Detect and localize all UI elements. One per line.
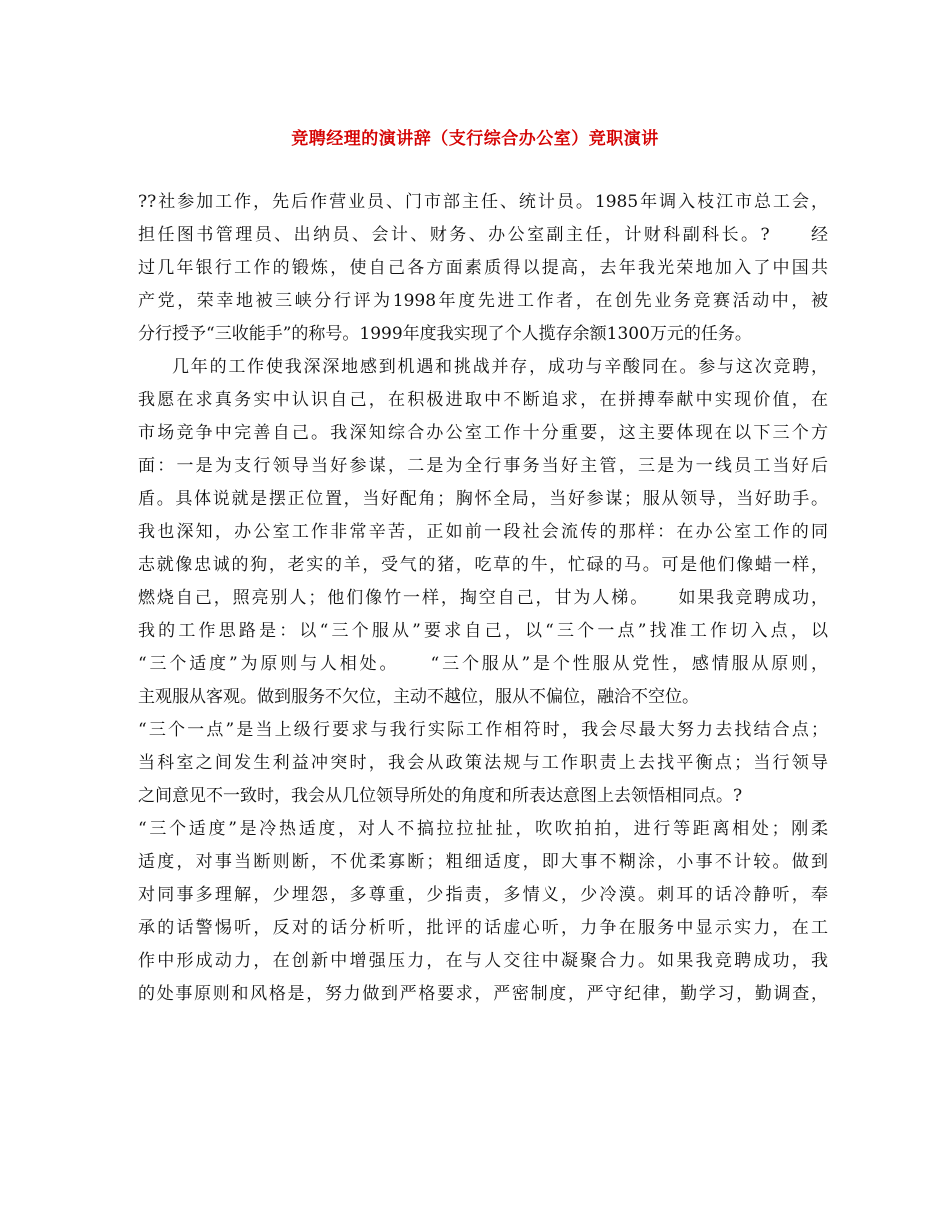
- body-line: “三个一点”是当上级行要求与我行实际工作相符时，我会尽最大努力去找结合点；: [138, 720, 828, 740]
- body-line: 之间意见不一致时，我会从几位领导所处的角度和所表达意图上去领悟相同点。?: [138, 786, 743, 806]
- document-title: 竞聘经理的演讲辞（支行综合办公室）竞职演讲: [291, 129, 659, 149]
- body-line: 几年的工作使我深深地感到机遇和挑战并存，成功与辛酸同在。参与这次竞聘，: [172, 357, 828, 377]
- body-line: 的处事原则和风格是，努力做到严格要求，严密制度，严守纪律，勤学习，勤调查，: [138, 984, 828, 1004]
- body-line: 分行授予“三收能手”的称号。1999年度我实现了个人揽存余额1300万元的任务。: [138, 324, 752, 344]
- document-body: [138, 186, 828, 1011]
- body-line: ??社参加工作，先后作营业员、门市部主任、统计员。1985年调入枝江市总工会，: [138, 192, 828, 212]
- body-line: 承的话警惕听，反对的话分析听，批评的话虚心听，力争在服务中显示实力，在工: [138, 918, 828, 938]
- body-line: 作中形成动力，在创新中增强压力，在与人交往中凝聚合力。如果我竞聘成功，我: [138, 951, 828, 971]
- body-line: 我的工作思路是：以“三个服从”要求自己，以“三个一点”找准工作切入点，以: [138, 621, 828, 641]
- body-line: 产党，荣幸地被三峡分行评为1998年度先进工作者，在创先业务竞赛活动中，被: [138, 291, 828, 311]
- body-line: 对同事多理解，少埋怨，多尊重，少指责，多情义，少冷漠。刺耳的话冷静听，奉: [138, 885, 828, 905]
- body-line: 适度，对事当断则断，不优柔寡断；粗细适度，即大事不糊涂，小事不计较。做到: [138, 852, 828, 872]
- body-line: 面：一是为支行领导当好参谋，二是为全行事务当好主管，三是为一线员工当好后: [138, 456, 828, 476]
- body-line: 盾。具体说就是摆正位置，当好配角；胸怀全局，当好参谋；服从领导，当好助手。: [138, 489, 828, 509]
- body-line: 志就像忠诚的狗，老实的羊，受气的猪，吃草的牛，忙碌的马。可是他们像蜡一样，: [138, 555, 828, 575]
- body-line: 过几年银行工作的锻炼，使自己各方面素质得以提高，去年我光荣地加入了中国共: [138, 258, 828, 278]
- body-line: “三个适度”是冷热适度，对人不搞拉拉扯扯，吹吹拍拍，进行等距离相处；刚柔: [138, 819, 828, 839]
- body-line: 我愿在求真务实中认识自己，在积极进取中不断追求，在拼搏奉献中实现价值，在: [138, 390, 828, 410]
- body-line: 主观服从客观。做到服务不欠位，主动不越位，服从不偏位，融洽不空位。: [138, 687, 699, 707]
- body-line: “三个适度”为原则与人相处。 “三个服从”是个性服从党性，感情服从原则，: [138, 654, 828, 674]
- body-line: 我也深知，办公室工作非常辛苦，正如前一段社会流传的那样：在办公室工作的同: [138, 522, 828, 542]
- body-line: 当科室之间发生利益冲突时，我会从政策法规与工作职责上去找平衡点；当行领导: [138, 753, 828, 773]
- body-line: 市场竞争中完善自己。我深知综合办公室工作十分重要，这主要体现在以下三个方: [138, 423, 828, 443]
- body-line: 燃烧自己，照亮别人；他们像竹一样，掏空自己，甘为人梯。 如果我竞聘成功，: [138, 588, 828, 608]
- body-line: 担任图书管理员、出纳员、会计、财务、办公室副主任，计财科副科长。? 经: [138, 225, 828, 245]
